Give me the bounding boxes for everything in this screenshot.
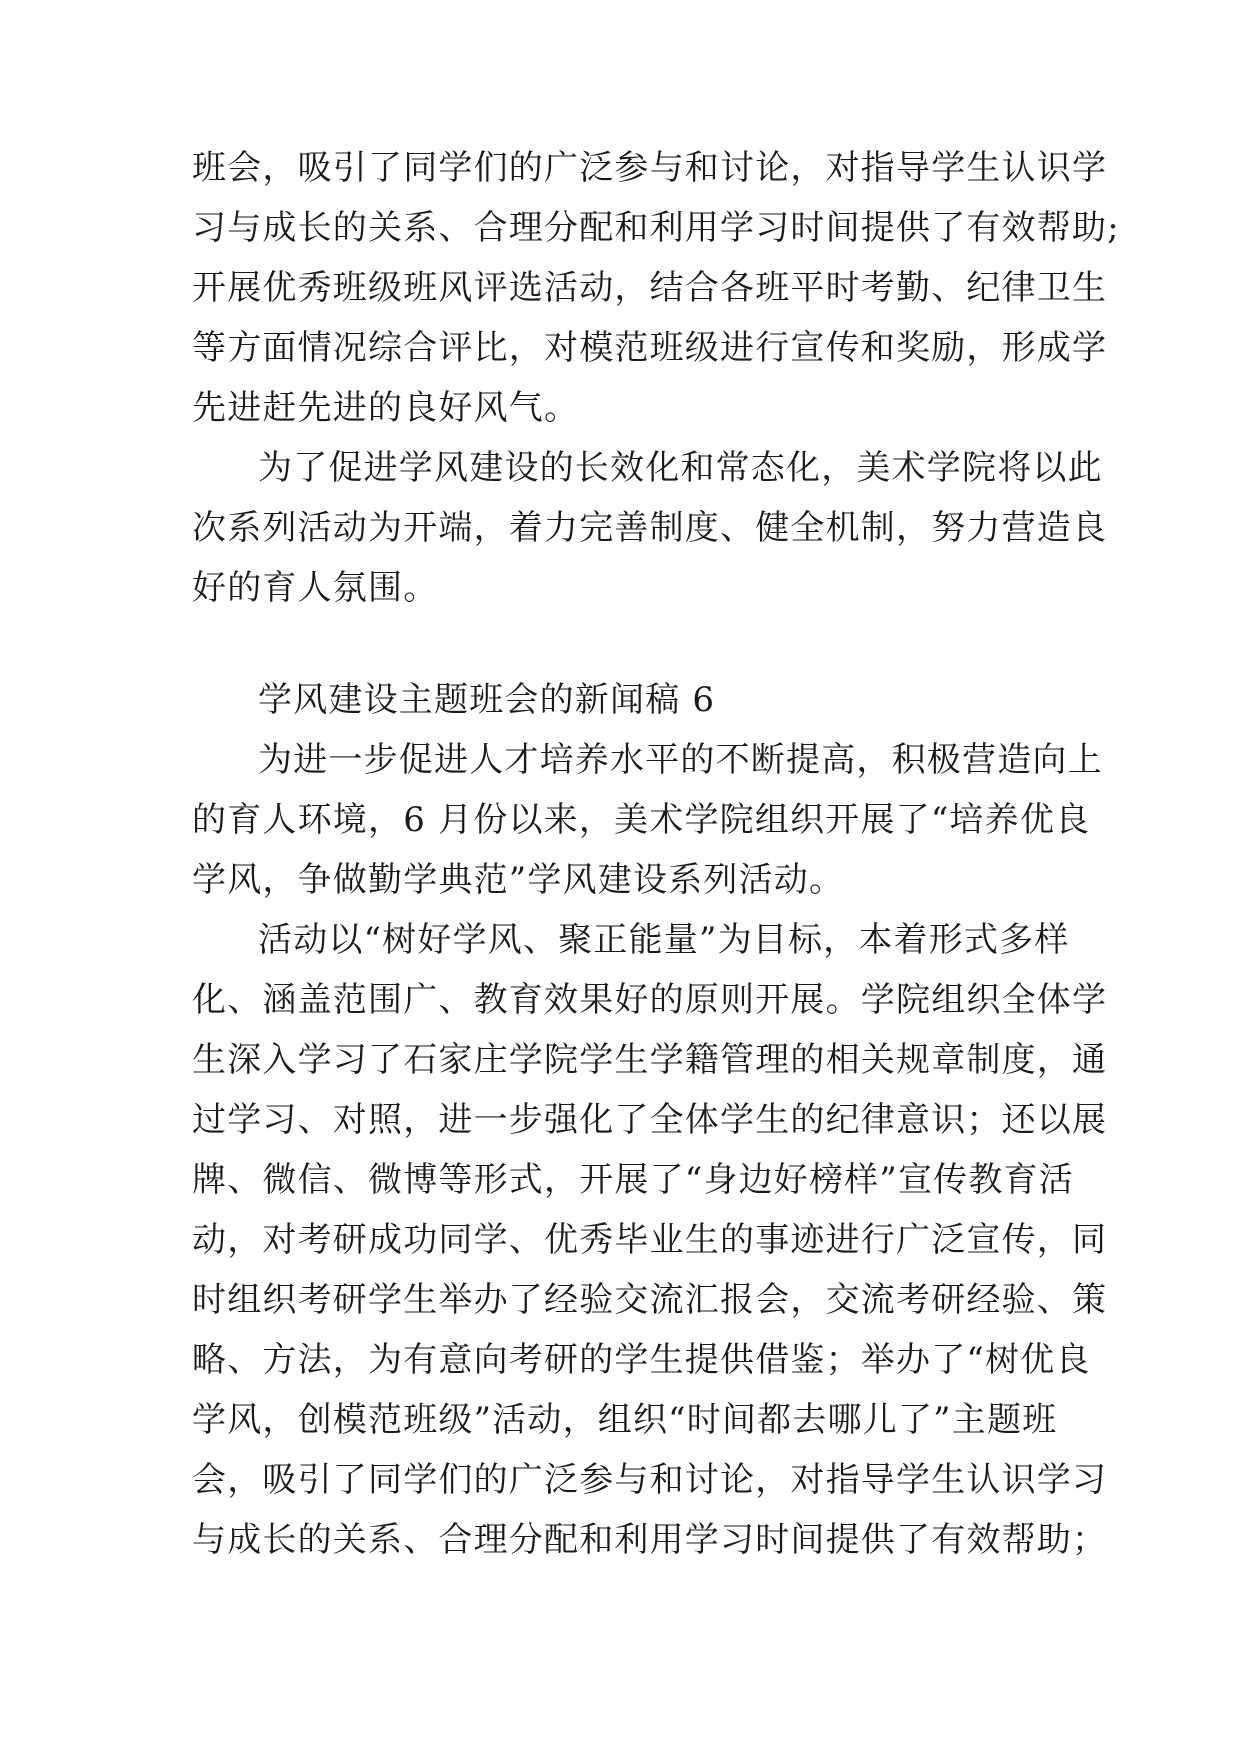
paragraph-4-line-10: 会，吸引了同学们的广泛参与和讨论，对指导学生认识学习	[192, 1460, 1108, 1500]
paragraph-4-line-7: 时组织考研学生举办了经验交流汇报会，交流考研经验、策	[192, 1280, 1108, 1320]
paragraph-2-line-2: 次系列活动为开端，着力完善制度、健全机制，努力营造良	[192, 508, 1108, 548]
paragraph-4-line-11: 与成长的关系、合理分配和利用学习时间提供了有效帮助；	[192, 1520, 1108, 1560]
paragraph-1-line-1: 班会，吸引了同学们的广泛参与和讨论，对指导学生认识学	[192, 148, 1108, 188]
section-title: 学风建设主题班会的新闻稿 6	[258, 680, 716, 720]
paragraph-3-line-1: 为进一步促进人才培养水平的不断提高，积极营造向上	[258, 740, 1103, 780]
paragraph-2-line-1: 为了促进学风建设的长效化和常态化，美术学院将以此	[258, 448, 1103, 488]
paragraph-4-line-1: 活动以“树好学风、聚正能量”为目标，本着形式多样	[258, 920, 1070, 960]
paragraph-4-line-6: 动，对考研成功同学、优秀毕业生的事迹进行广泛宣传，同	[192, 1220, 1108, 1260]
paragraph-4-line-3: 生深入学习了石家庄学院学生学籍管理的相关规章制度，通	[192, 1040, 1108, 1080]
paragraph-1-line-5: 先进赶先进的良好风气。	[192, 388, 580, 428]
paragraph-1-line-4: 等方面情况综合评比，对模范班级进行宣传和奖励，形成学	[192, 328, 1108, 368]
paragraph-4-line-8: 略、方法，为有意向考研的学生提供借鉴；举办了“树优良	[192, 1340, 1091, 1380]
paragraph-1-line-3: 开展优秀班级班风评选活动，结合各班平时考勤、纪律卫生	[192, 268, 1108, 308]
paragraph-3-line-2: 的育人环境，6 月份以来，美术学院组织开展了“培养优良	[192, 800, 1091, 840]
paragraph-2-line-3: 好的育人氛围。	[192, 568, 439, 608]
paragraph-3-line-3: 学风，争做勤学典范”学风建设系列活动。	[192, 860, 845, 900]
paragraph-4-line-4: 过学习、对照，进一步强化了全体学生的纪律意识；还以展	[192, 1100, 1108, 1140]
paragraph-4-line-5: 牌、微信、微博等形式，开展了“身边好榜样”宣传教育活	[192, 1160, 1074, 1200]
paragraph-4-line-9: 学风，创模范班级”活动，组织“时间都去哪儿了”主题班	[192, 1400, 1058, 1440]
paragraph-4-line-2: 化、涵盖范围广、教育效果好的原则开展。学院组织全体学	[192, 980, 1108, 1020]
paragraph-1-line-2: 习与成长的关系、合理分配和利用学习时间提供了有效帮助;	[192, 208, 1120, 248]
